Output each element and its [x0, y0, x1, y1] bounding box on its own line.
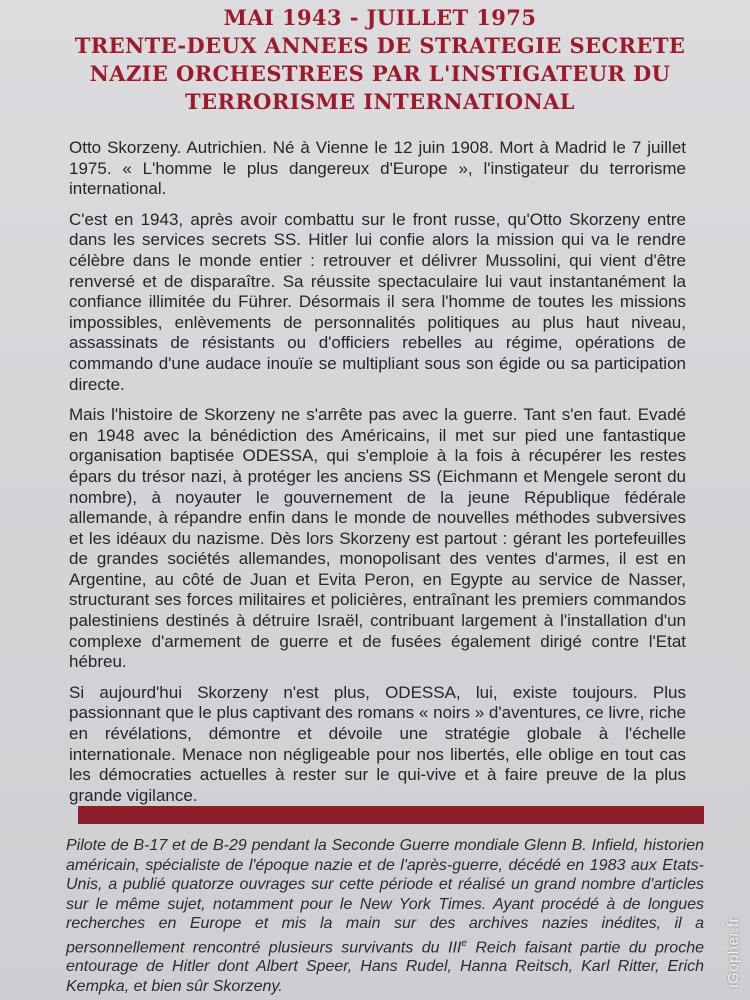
blurb-paragraph-4: Si aujourd'hui Skorzeny n'est plus, ODESSA, lui, existe toujours. Plus passionnant que le plus captivant des romans « noirs » d'aventures, ce livre, riche en révélations, démontre et dévoile une stratégie globale à l'échelle internationale. Menace non négligeable pour nos libertés, elle oblige en tout cas les démocraties actuelles à rester sur le qui-vive et à faire preuve de la plus grande vigilance.	[69, 682, 686, 805]
blurb-paragraph-2: C'est en 1943, après avoir combattu sur le front russe, qu'Otto Skorzeny entre dans les services secrets SS. Hitler lui confie alors la mission qui va le rendre célèbre dans le monde entier : retrouver et délivrer Mussolini, qui vient d'être renversé et de disparaître. Sa réussite spectaculaire lui vaut instantanément la confiance illimitée du Führer. Désormais il sera l'homme de toutes les missions impossibles, enlèvements de personnalités politiques au plus haut niveau, assassinats de résistants ou d'officiers rebelles au régime, opérations de commando d'une audace inouïe se multipliant sous son égide ou sa participation directe.	[69, 209, 686, 394]
blurb-paragraph-3: Mais l'histoire de Skorzeny ne s'arrête pas avec la guerre. Tant s'en faut. Evadé en 1948 avec la bénédiction des Américains, il met sur pied une fantastique organisation baptisée ODESSA, qui s'emploie à la fois à récupérer les restes épars du trésor nazi, à protéger les anciens SS (Eichmann et Mengele seront du nombre), à noyauter le gouvernement de la jeune République fédérale allemande, à répandre enfin dans le monde de nouvelles méthodes subversives et les idéaux du nazisme. Dès lors Skorzeny est partout : gérant les portefeuilles de grandes sociétés allemandes, monopolisant des ventes d'armes, il est en Argentine, au côté de Juan et Evita Peron, en Egypte au service de Nasser, structurant ses forces militaires et policières, entraînant les premiers commandos palestiniens destinés à détruire Israël, contribuant largement à l'installation d'un complexe d'armement de guerre et de fusées également dirigé contre l'Etat hébreu.	[69, 405, 686, 672]
author-bio	[66, 836, 704, 996]
author-bio-text-start: Pilote de B-17 et de B-29 pendant la Seconde Guerre mondiale Glenn B. Infield, historien américain, spécialiste de l'époque nazie et de l'après-guerre, décédé en 1983 aux Etats-Unis, a publié quatorze ouvrages sur cette période et réalisé un grand nombre d'articles sur le même sujet, notamment pour le New York Times. Ayant procédé à de longues recherches en Europe et mis la main sur des archives nazies inédites, il a personnellement rencontré plusieurs survivants du III	[66, 837, 704, 956]
author-bio-superscript: e	[461, 937, 467, 949]
author-bio-text-end: Reich faisant partie du proche entourage de Hitler dont Albert Speer, Hans Rudel, Hanna Reitsch, Karl Ritter, Erich Kempka, et bien sûr Skorzeny.	[66, 938, 704, 995]
headline-line-1: TRENTE-DEUX ANNEES DE STRATEGIE SECRETE	[74, 33, 686, 58]
headline-line-2: NAZIE ORCHESTREES PAR L'INSTIGATEUR DU	[89, 61, 671, 86]
cover-headline	[40, 4, 720, 116]
watermark: iGopher.fr	[725, 917, 742, 988]
headline-line-3: TERRORISME INTERNATIONAL	[185, 89, 575, 114]
blurb-paragraph-1: Otto Skorzeny. Autrichien. Né à Vienne le 12 juin 1908. Mort à Madrid le 7 juillet 1975. « L'homme le plus dangereux d'Europe », l'instigateur du terrorisme international.	[69, 138, 686, 199]
headline-date-range: MAI 1943 - JUILLET 1975	[223, 5, 537, 30]
blurb-body	[69, 138, 686, 816]
divider-bar	[78, 806, 704, 824]
